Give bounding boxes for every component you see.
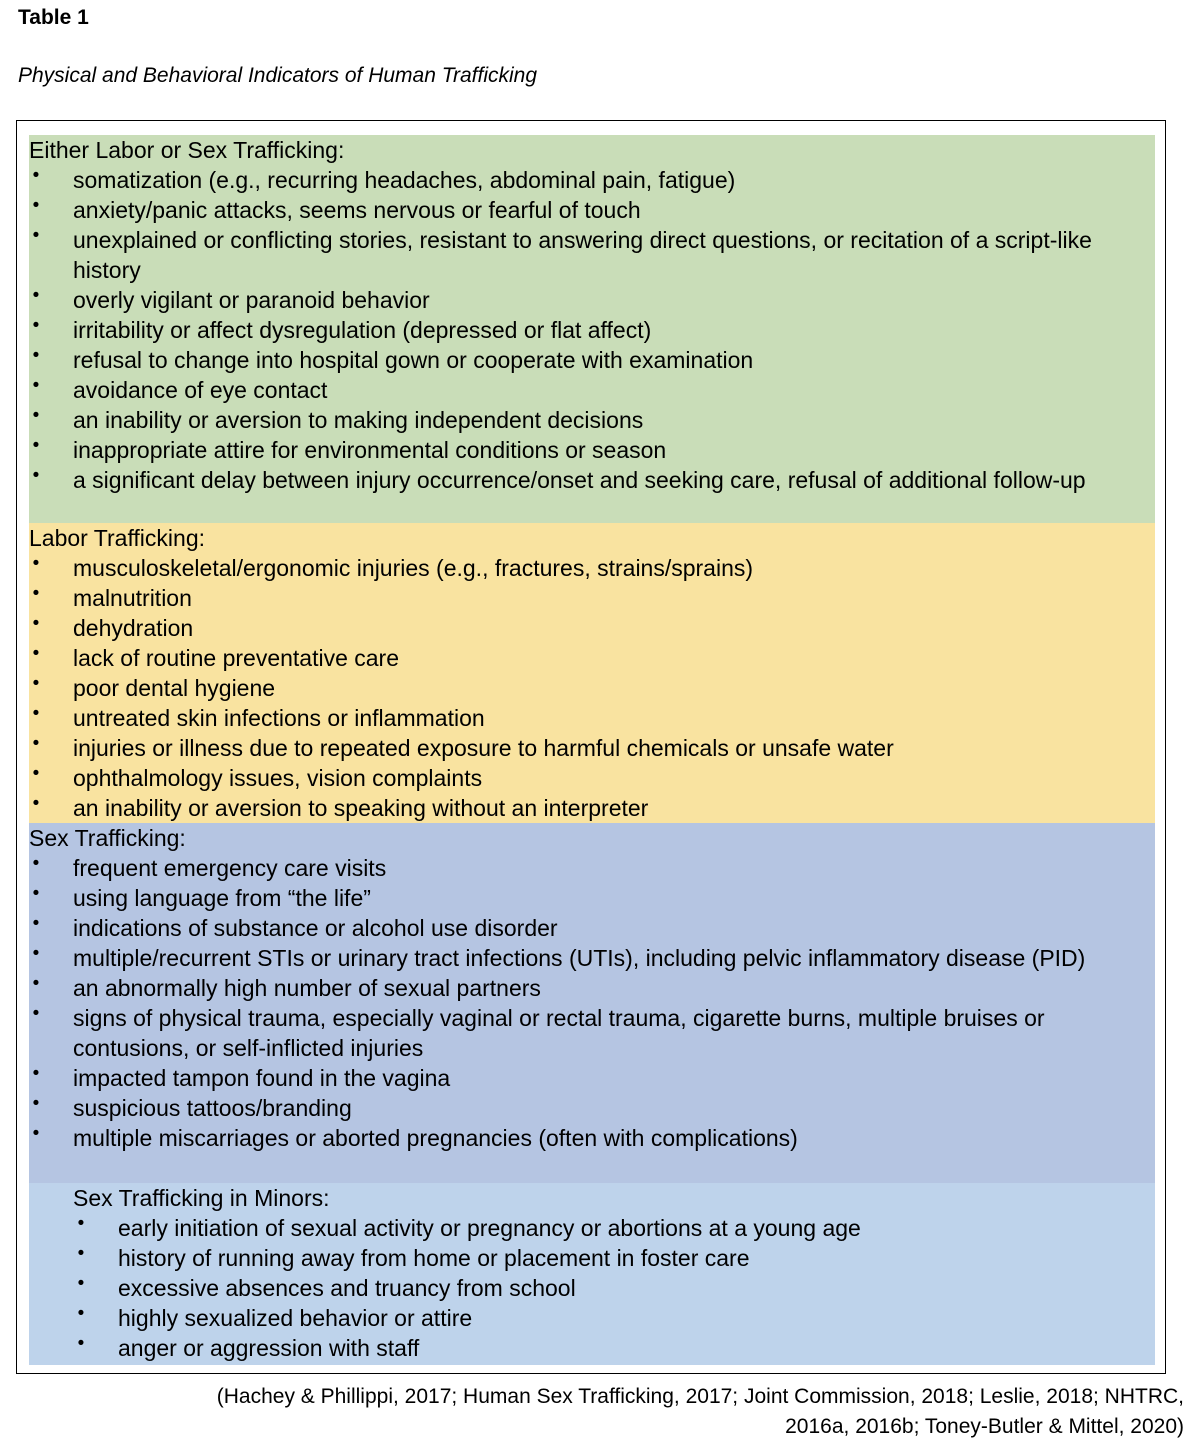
- section-heading: Labor Trafficking:: [29, 525, 206, 551]
- bullet-icon: •: [32, 405, 40, 426]
- list-item-text: ophthalmology issues, vision complaints: [73, 765, 483, 791]
- list-item: [29, 793, 1155, 823]
- list-item-text: musculoskeletal/ergonomic injuries (e.g., fractures, strains/sprains): [73, 555, 754, 581]
- indicator-list: [29, 853, 1155, 1153]
- section-heading: Sex Trafficking:: [29, 825, 186, 851]
- section-either-labor-or-sex: [29, 135, 1155, 523]
- list-item-text: malnutrition: [73, 585, 192, 611]
- list-item: [29, 1063, 1155, 1093]
- list-item: [29, 1243, 1155, 1273]
- table-label: Table 1: [18, 6, 89, 29]
- list-item-text: suspicious tattoos/branding: [73, 1095, 352, 1121]
- list-item-text: anxiety/panic attacks, seems nervous or fearful of touch: [73, 197, 641, 223]
- bullet-icon: •: [32, 733, 40, 754]
- list-item: [29, 913, 1155, 943]
- list-item-text: avoidance of eye contact: [73, 377, 328, 403]
- list-item: [29, 315, 1155, 345]
- bullet-icon: •: [77, 1243, 85, 1264]
- list-item: [29, 375, 1155, 405]
- list-item-text: overly vigilant or paranoid behavior: [73, 287, 430, 313]
- bullet-icon: •: [32, 673, 40, 694]
- indicator-list: [29, 1213, 1155, 1363]
- bullet-icon: •: [32, 883, 40, 904]
- list-item-text: anger or aggression with staff: [118, 1335, 420, 1361]
- list-item: [29, 943, 1155, 973]
- list-item-text: unexplained or conflicting stories, resistant to answering direct questions, or recitation of a script-like history: [73, 227, 1092, 283]
- bullet-icon: •: [32, 1003, 40, 1024]
- list-item-text: an inability or aversion to making independent decisions: [73, 407, 644, 433]
- list-item: [29, 1273, 1155, 1303]
- list-item: [29, 703, 1155, 733]
- list-item: [29, 673, 1155, 703]
- list-item: [29, 853, 1155, 883]
- bullet-icon: •: [32, 465, 40, 486]
- bullet-icon: •: [32, 1093, 40, 1114]
- list-item-text: an abnormally high number of sexual partners: [73, 975, 541, 1001]
- bullet-icon: •: [32, 553, 40, 574]
- bullet-icon: •: [32, 853, 40, 874]
- section-heading: Either Labor or Sex Trafficking:: [29, 137, 345, 163]
- bullet-icon: •: [32, 435, 40, 456]
- list-item: [29, 733, 1155, 763]
- list-item: [29, 643, 1155, 673]
- section-sex-trafficking-minors: [29, 1183, 1155, 1365]
- list-item-text: using language from “the life”: [73, 885, 371, 911]
- list-item-text: poor dental hygiene: [73, 675, 276, 701]
- section-sex-trafficking: [29, 823, 1155, 1183]
- list-item: [29, 973, 1155, 1003]
- list-item: [29, 1123, 1155, 1153]
- list-item-text: dehydration: [73, 615, 194, 641]
- list-item: [29, 165, 1155, 195]
- list-item: [29, 613, 1155, 643]
- list-item-text: highly sexualized behavior or attire: [118, 1305, 473, 1331]
- bullet-icon: •: [32, 225, 40, 246]
- list-item: [29, 465, 1155, 495]
- bullet-icon: •: [32, 793, 40, 814]
- citation-line: (Hachey & Phillippi, 2017; Human Sex Trafficking, 2017; Joint Commission, 2018; Leslie, 2018; NHTRC,: [216, 1385, 1184, 1408]
- bullet-icon: •: [32, 643, 40, 664]
- bullet-icon: •: [32, 763, 40, 784]
- list-item: [29, 1303, 1155, 1333]
- list-item: [29, 345, 1155, 375]
- list-item-text: multiple miscarriages or aborted pregnancies (often with complications): [73, 1125, 798, 1151]
- list-item: [29, 583, 1155, 613]
- bullet-icon: •: [32, 315, 40, 336]
- bullet-icon: •: [32, 613, 40, 634]
- list-item-text: an inability or aversion to speaking without an interpreter: [73, 795, 649, 821]
- citation: [24, 1382, 1184, 1442]
- list-item-text: untreated skin infections or inflammation: [73, 705, 485, 731]
- list-item-text: frequent emergency care visits: [73, 855, 387, 881]
- list-item-text: excessive absences and truancy from school: [118, 1275, 576, 1301]
- list-item: [29, 763, 1155, 793]
- list-item-text: impacted tampon found in the vagina: [73, 1065, 451, 1091]
- table-title: Physical and Behavioral Indicators of Human Trafficking: [18, 64, 538, 87]
- list-item-text: a significant delay between injury occurrence/onset and seeking care, refusal of additional follow-up: [73, 467, 1086, 493]
- list-item-text: signs of physical trauma, especially vaginal or rectal trauma, cigarette burns, multiple bruises or contusions, or self-inflicted injuries: [73, 1005, 1045, 1061]
- list-item-text: refusal to change into hospital gown or cooperate with examination: [73, 347, 754, 373]
- section-labor-trafficking: [29, 523, 1155, 823]
- list-item-text: inappropriate attire for environmental conditions or season: [73, 437, 667, 463]
- list-item: [29, 435, 1155, 465]
- bullet-icon: •: [77, 1273, 85, 1294]
- list-item: [29, 1213, 1155, 1243]
- bullet-icon: •: [32, 195, 40, 216]
- list-item: [29, 553, 1155, 583]
- list-item: [29, 195, 1155, 225]
- bullet-icon: •: [32, 703, 40, 724]
- list-item-text: somatization (e.g., recurring headaches, abdominal pain, fatigue): [73, 167, 736, 193]
- list-item: [29, 1003, 1155, 1063]
- list-item: [29, 285, 1155, 315]
- list-item-text: history of running away from home or placement in foster care: [118, 1245, 750, 1271]
- bullet-icon: •: [77, 1303, 85, 1324]
- section-heading: Sex Trafficking in Minors:: [73, 1185, 330, 1211]
- bullet-icon: •: [77, 1333, 85, 1354]
- bullet-icon: •: [32, 165, 40, 186]
- list-item: [29, 225, 1155, 285]
- bullet-icon: •: [32, 1063, 40, 1084]
- list-item: [29, 1333, 1155, 1363]
- list-item: [29, 405, 1155, 435]
- citation-line: 2016a, 2016b; Toney-Butler & Mittel, 2020): [785, 1415, 1184, 1438]
- list-item-text: early initiation of sexual activity or pregnancy or abortions at a young age: [118, 1215, 861, 1241]
- indicators-table: [16, 120, 1166, 1374]
- list-item-text: lack of routine preventative care: [73, 645, 400, 671]
- indicator-list: [29, 165, 1155, 495]
- bullet-icon: •: [32, 285, 40, 306]
- list-item-text: indications of substance or alcohol use disorder: [73, 915, 558, 941]
- bullet-icon: •: [32, 913, 40, 934]
- bullet-icon: •: [32, 583, 40, 604]
- list-item-text: multiple/recurrent STIs or urinary tract infections (UTIs), including pelvic inflammatory disease (PID): [73, 945, 1086, 971]
- bullet-icon: •: [32, 1123, 40, 1144]
- bullet-icon: •: [32, 943, 40, 964]
- bullet-icon: •: [77, 1213, 85, 1234]
- list-item-text: irritability or affect dysregulation (depressed or flat affect): [73, 317, 652, 343]
- list-item-text: injuries or illness due to repeated exposure to harmful chemicals or unsafe water: [73, 735, 894, 761]
- bullet-icon: •: [32, 345, 40, 366]
- list-item: [29, 883, 1155, 913]
- bullet-icon: •: [32, 973, 40, 994]
- indicator-list: [29, 553, 1155, 823]
- list-item: [29, 1093, 1155, 1123]
- bullet-icon: •: [32, 375, 40, 396]
